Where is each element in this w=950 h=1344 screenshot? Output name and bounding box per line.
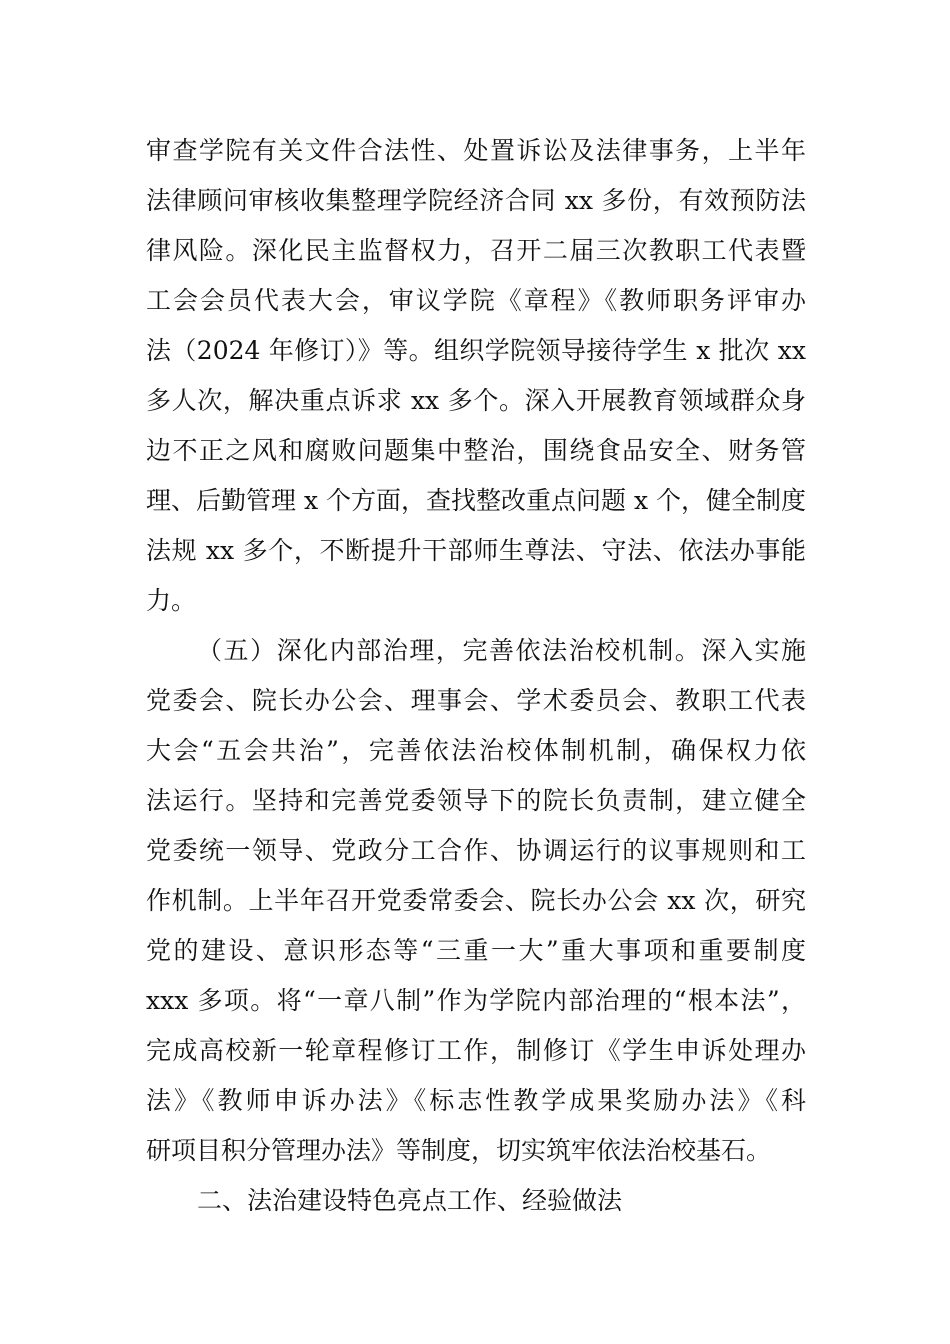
text-line: 法律顾问审核收集整理学院经济合同 xx 多份，有效预防法	[146, 186, 806, 215]
text-line: 法运行。坚持和完善党委领导下的院长负责制，建立健全	[146, 786, 806, 815]
text-line: 大会“五会共治”，完善依法治校体制机制，确保权力依	[146, 736, 806, 765]
text-line: 党委会、院长办公会、理事会、学术委员会、教职工代表	[146, 686, 806, 715]
text-line: 党的建设、意识形态等“三重一大”重大事项和重要制度	[146, 936, 806, 965]
section-heading-line: （五）深化内部治理，完善依法治校机制。深入实施	[197, 636, 806, 665]
text-line: 工会会员代表大会，审议学院《章程》《教师职务评审办	[146, 286, 806, 315]
text-line: 审查学院有关文件合法性、处置诉讼及法律事务，上半年	[146, 136, 806, 165]
text-line: 多人次，解决重点诉求 xx 多个。深入开展教育领域群众身	[146, 386, 806, 415]
text-line: 法规 xx 多个，不断提升干部师生尊法、守法、依法办事能	[146, 536, 806, 565]
text-line: xxx 多项。将“一章八制”作为学院内部治理的“根本法”，	[146, 986, 806, 1015]
text-line: 边不正之风和腐败问题集中整治，围绕食品安全、财务管	[146, 436, 806, 465]
text-line: 完成高校新一轮章程修订工作，制修订《学生申诉处理办	[146, 1036, 806, 1065]
text-line: 党委统一领导、党政分工合作、协调运行的议事规则和工	[146, 836, 806, 865]
text-line: 法》《教师申诉办法》《标志性教学成果奖励办法》《科	[146, 1086, 806, 1115]
text-line: 法（2024 年修订）》等。组织学院领导接待学生 x 批次 xx	[146, 336, 806, 365]
section-heading: 二、法治建设特色亮点工作、经验做法	[197, 1186, 623, 1215]
text-line: 研项目积分管理办法》等制度，切实筑牢依法治校基石。	[146, 1136, 772, 1165]
text-line: 力。	[146, 586, 197, 615]
text-line: 律风险。深化民主监督权力，召开二届三次教职工代表暨	[146, 236, 806, 265]
text-line: 作机制。上半年召开党委常委会、院长办公会 xx 次，研究	[146, 886, 806, 915]
text-line: 理、后勤管理 x 个方面，查找整改重点问题 x 个，健全制度	[146, 486, 806, 515]
